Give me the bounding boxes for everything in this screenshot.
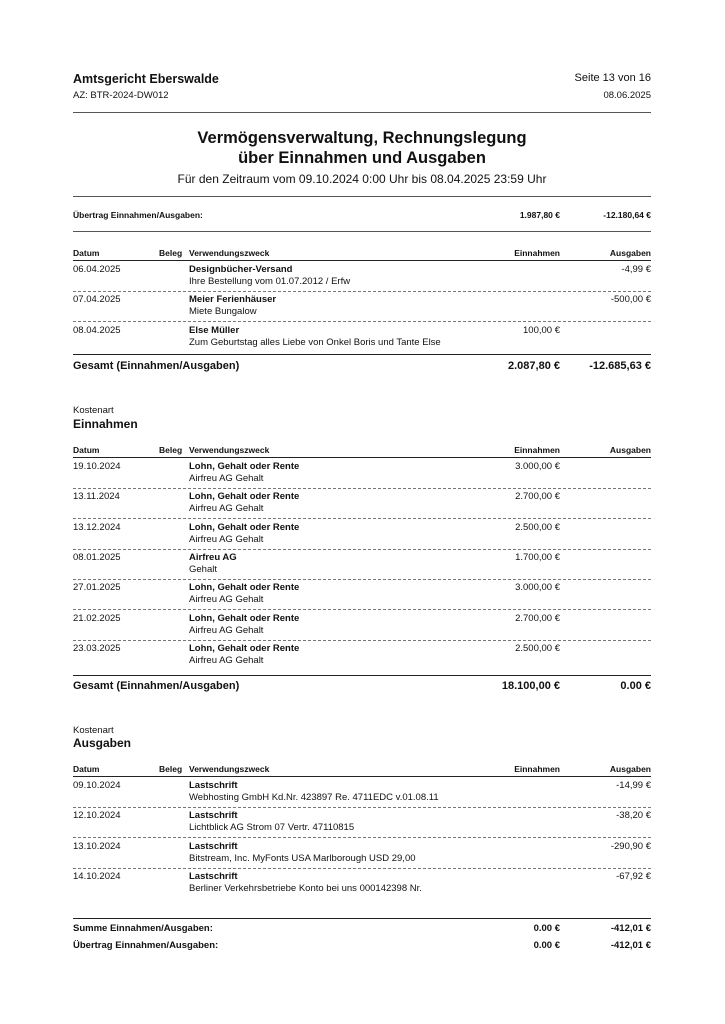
row-einnahmen: 3.000,00 € (515, 582, 560, 594)
col-verwendungszweck: Verwendungszweck (189, 764, 270, 774)
row-subtitle: Airfreu AG Gehalt (189, 594, 264, 606)
row-title: Lohn, Gehalt oder Rente (189, 491, 300, 503)
row-subtitle: Zum Geburtstag alles Liebe von Onkel Boris und Tante Else (189, 336, 441, 348)
col-ausgaben: Ausgaben (609, 445, 651, 455)
summary-sum-ausgaben: -412,01 € (610, 923, 651, 934)
section1-total-ausgaben: -12.685,63 € (589, 360, 651, 372)
row-ausgaben: -500,00 € (610, 294, 651, 306)
row-ausgaben: -4,99 € (621, 264, 651, 275)
row-title: Lohn, Gehalt oder Rente (189, 642, 300, 654)
summary-carry-label: Übertrag Einnahmen/Ausgaben: (73, 940, 219, 951)
section3-kostenart-label: Kostenart (73, 725, 114, 736)
row-einnahmen: 2.500,00 € (515, 642, 560, 654)
row-date: 13.11.2024 (73, 491, 120, 503)
row-divider (73, 291, 651, 292)
row-title: Lastschrift (189, 870, 238, 882)
row-date: 23.03.2025 (73, 642, 121, 654)
section3-header-rule (73, 776, 651, 777)
row-ausgaben: -14,99 € (616, 780, 651, 791)
row-subtitle: Airfreu AG Gehalt (189, 654, 264, 666)
section1-total-einnahmen: 2.087,80 € (508, 360, 560, 372)
row-subtitle: Lichtblick AG Strom 07 Vertr. 47110815 (189, 822, 355, 834)
section1-total-rule (73, 354, 651, 355)
row-einnahmen: 2.700,00 € (515, 491, 560, 503)
row-divider (73, 609, 651, 610)
col-datum: Datum (73, 445, 100, 455)
col-beleg: Beleg (159, 764, 183, 774)
col-einnahmen: Einnahmen (514, 445, 560, 455)
col-verwendungszweck: Verwendungszweck (189, 445, 270, 455)
section2-title: Einnahmen (73, 417, 138, 431)
row-divider (73, 640, 651, 641)
row-subtitle: Gehalt (189, 563, 217, 575)
case-number: AZ: BTR-2024-DW012 (73, 90, 169, 101)
row-date: 12.10.2024 (73, 810, 121, 822)
row-subtitle: Berliner Verkehrsbetriebe Konto bei uns 000142398 Nr. (189, 882, 422, 894)
row-divider (73, 518, 651, 519)
row-subtitle: Ihre Bestellung vom 01.07.2012 / Erfw (189, 276, 351, 287)
row-einnahmen: 100,00 € (523, 324, 560, 336)
summary-carry-einnahmen: 0.00 € (533, 940, 560, 951)
title-divider (73, 196, 651, 197)
row-divider (73, 488, 651, 489)
row-title: Lohn, Gehalt oder Rente (189, 461, 300, 472)
carryover-ausgaben: -12.180,64 € (603, 210, 651, 220)
row-date: 06.04.2025 (73, 264, 121, 275)
section2-total-einnahmen: 18.100,00 € (501, 680, 560, 692)
section1-header-rule (73, 260, 651, 261)
section2-kostenart-label: Kostenart (73, 405, 114, 416)
section1-total-label: Gesamt (Einnahmen/Ausgaben) (73, 360, 240, 372)
title-line-1: Vermögensverwaltung, Rechnungslegung (197, 129, 527, 147)
row-ausgaben: -290,90 € (610, 840, 651, 852)
row-einnahmen: 2.500,00 € (515, 521, 560, 533)
row-ausgaben: -67,92 € (616, 870, 651, 882)
row-subtitle: Bitstream, Inc. MyFonts USA Marlborough USD 29,00 (189, 852, 416, 864)
carryover-einnahmen: 1.987,80 € (519, 210, 560, 220)
section3-title: Ausgaben (73, 736, 132, 750)
row-subtitle: Miete Bungalow (189, 306, 257, 318)
row-title: Lohn, Gehalt oder Rente (189, 612, 300, 624)
carryover-label: Übertrag Einnahmen/Ausgaben: (73, 210, 203, 220)
row-date: 21.02.2025 (73, 612, 121, 624)
row-date: 27.01.2025 (73, 582, 121, 594)
col-beleg: Beleg (159, 248, 183, 258)
section2-total-ausgaben: 0.00 € (620, 680, 651, 692)
document-date: 08.06.2025 (603, 90, 651, 101)
row-subtitle: Airfreu AG Gehalt (189, 473, 264, 484)
row-divider (73, 807, 651, 808)
carryover-divider (73, 231, 651, 232)
row-ausgaben: -38,20 € (616, 810, 651, 822)
row-divider (73, 579, 651, 580)
section2-total-label: Gesamt (Einnahmen/Ausgaben) (73, 680, 240, 692)
row-date: 14.10.2024 (73, 870, 121, 882)
row-date: 08.04.2025 (73, 324, 121, 336)
court-name: Amtsgericht Eberswalde (73, 72, 219, 86)
row-date: 08.01.2025 (73, 551, 121, 563)
col-beleg: Beleg (159, 445, 183, 455)
col-einnahmen: Einnahmen (514, 764, 560, 774)
row-title: Designbücher-Versand (189, 264, 293, 275)
col-ausgaben: Ausgaben (609, 764, 651, 774)
summary-sum-label: Summe Einnahmen/Ausgaben: (73, 923, 213, 934)
row-subtitle: Airfreu AG Gehalt (189, 503, 264, 515)
col-verwendungszweck: Verwendungszweck (189, 248, 270, 258)
summary-rule (73, 918, 651, 919)
title-line-2: über Einnahmen und Ausgaben (238, 149, 486, 167)
row-title: Airfreu AG (189, 551, 237, 563)
col-datum: Datum (73, 248, 100, 258)
col-einnahmen: Einnahmen (514, 248, 560, 258)
section2-header-rule (73, 457, 651, 458)
row-date: 13.10.2024 (73, 840, 121, 852)
header-divider (73, 112, 651, 113)
row-title: Lohn, Gehalt oder Rente (189, 521, 300, 533)
row-divider (73, 321, 651, 322)
row-date: 19.10.2024 (73, 461, 121, 472)
row-title: Lastschrift (189, 780, 238, 791)
row-subtitle: Airfreu AG Gehalt (189, 533, 264, 545)
col-ausgaben: Ausgaben (609, 248, 651, 258)
row-einnahmen: 2.700,00 € (515, 612, 560, 624)
row-divider (73, 549, 651, 550)
row-divider (73, 868, 651, 869)
col-datum: Datum (73, 764, 100, 774)
row-subtitle: Webhosting GmbH Kd.Nr. 423897 Re. 4711EDC v.01.08.11 (189, 792, 439, 803)
row-date: 13.12.2024 (73, 521, 121, 533)
row-einnahmen: 1.700,00 € (515, 551, 560, 563)
row-divider (73, 837, 651, 838)
row-title: Else Müller (189, 324, 240, 336)
row-title: Lohn, Gehalt oder Rente (189, 582, 300, 594)
summary-carry-ausgaben: -412,01 € (610, 940, 651, 951)
period-subtitle: Für den Zeitraum vom 09.10.2024 0:00 Uhr bis 08.04.2025 23:59 Uhr (177, 172, 547, 186)
row-title: Meier Ferienhäuser (189, 294, 277, 306)
row-date: 07.04.2025 (73, 294, 121, 306)
document-page (73, 0, 651, 1024)
row-subtitle: Airfreu AG Gehalt (189, 624, 264, 636)
page-number: Seite 13 von 16 (574, 72, 651, 84)
row-einnahmen: 3.000,00 € (515, 461, 560, 472)
document-title (73, 128, 651, 168)
row-date: 09.10.2024 (73, 780, 121, 791)
summary-sum-einnahmen: 0.00 € (533, 923, 560, 934)
row-title: Lastschrift (189, 810, 238, 822)
row-title: Lastschrift (189, 840, 238, 852)
section2-total-rule (73, 675, 651, 676)
